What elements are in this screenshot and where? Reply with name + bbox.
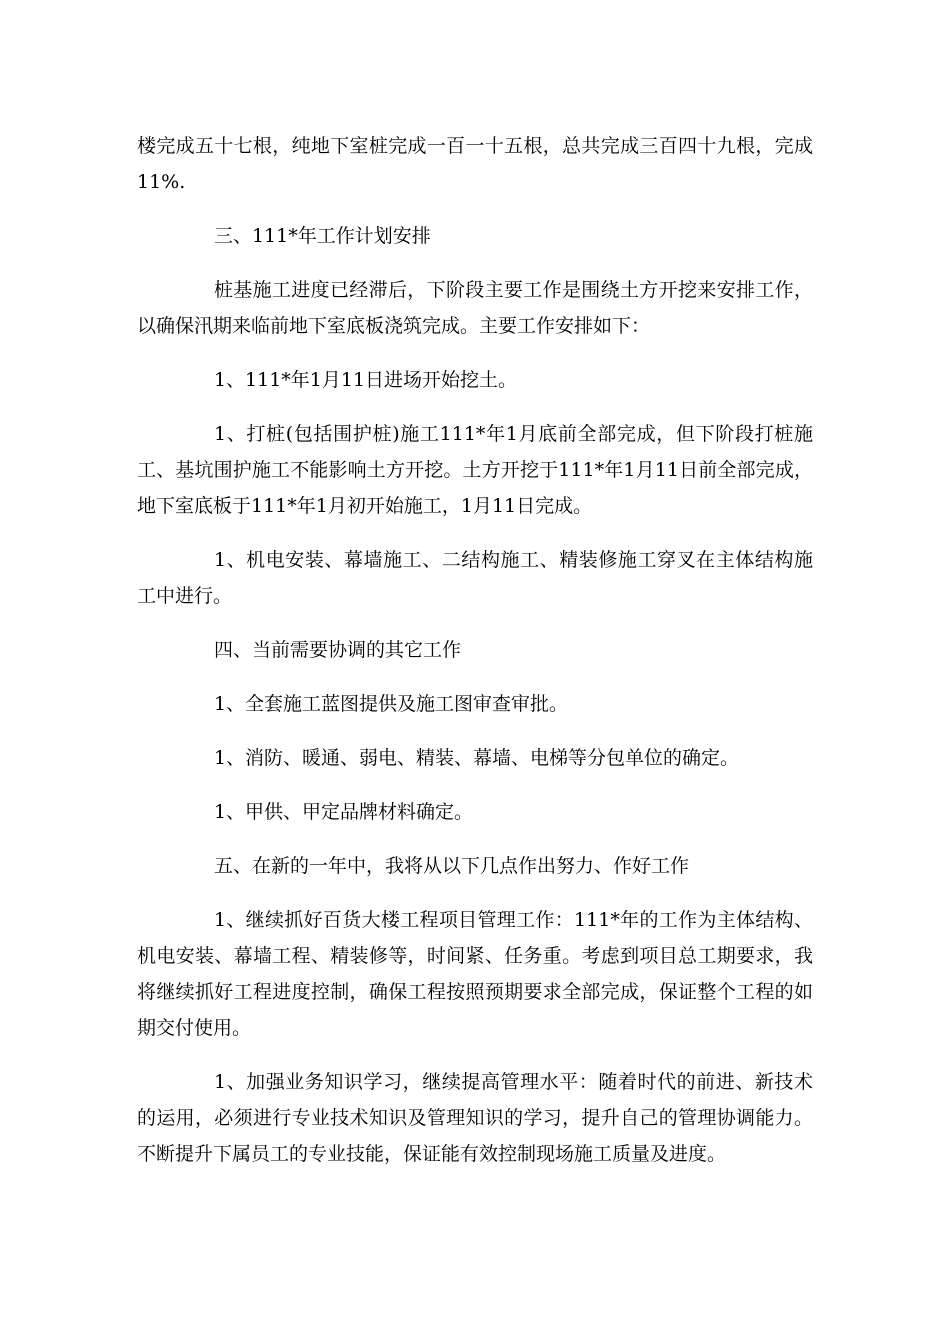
list-item-subcontractors: 1、消防、暖通、弱电、精装、幕墙、电梯等分包单位的确定。 [213,747,740,769]
section-heading-new-year: 五、在新的一年中，我将从以下几点作出努力、作好工作 [213,855,689,877]
paragraph-plan-intro: 桩基施工进度已经滞后，下阶段主要工作是围绕土方开挖来安排工作，以确保汛期来临前地下室底板浇筑完成。主要工作安排如下： [137,279,813,337]
list-item-blueprints: 1、全套施工蓝图提供及施工图审查审批。 [213,693,569,715]
list-item-piling-schedule: 1、打桩(包括围护桩)施工111*年1月底前全部完成，但下阶段打桩施工、基坑围护施工不能影响土方开挖。土方开挖于111*年1月11日前全部完成，地下室底板于111*年1月初开始施工，1月11日完成。 [137,423,813,517]
list-item-materials: 1、甲供、甲定品牌材料确定。 [213,801,474,823]
list-item-project-management: 1、继续抓好百货大楼工程项目管理工作：111*年的工作为主体结构、机电安装、幕墙工程、精装修等，时间紧、任务重。考虑到项目总工期要求，我将继续抓好工程进度控制，确保工程按照预期要求全部完成，保证整个工程的如期交付使用。 [137,909,813,1039]
list-item-parallel-works: 1、机电安装、幕墙施工、二结构施工、精装修施工穿叉在主体结构施工中进行。 [137,549,813,607]
list-item-learning: 1、加强业务知识学习，继续提高管理水平：随着时代的前进、新技术的运用，必须进行专业技术知识及管理知识的学习，提升自己的管理协调能力。不断提升下属员工的专业技能，保证能有效控制现场施工质量及进度。 [137,1071,813,1165]
list-item-excavation-start: 1、111*年1月11日进场开始挖土。 [213,369,518,391]
paragraph-pile-count: 楼完成五十七根，纯地下室桩完成一百一十五根，总共完成三百四十九根，完成11%. [137,135,813,193]
section-heading-coordination: 四、当前需要协调的其它工作 [213,639,461,661]
section-heading-work-plan: 三、111*年工作计划安排 [213,225,431,247]
document-body [137,128,813,1190]
